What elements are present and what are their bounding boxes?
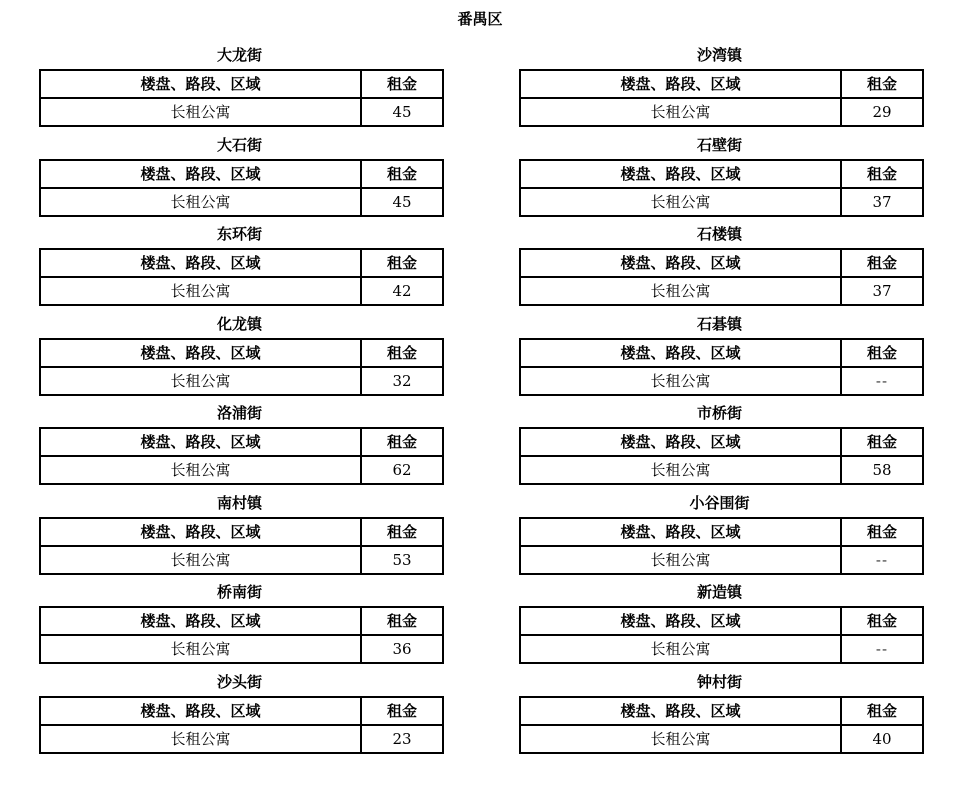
table-row <box>520 456 923 484</box>
header-location: 楼盘、路段、区域 <box>40 428 361 456</box>
table-header-row <box>40 607 443 635</box>
cell-location: 长租公寓 <box>40 635 361 663</box>
rent-table <box>519 606 924 664</box>
table-header-row <box>520 697 923 725</box>
header-rent: 租金 <box>361 339 443 367</box>
header-location: 楼盘、路段、区域 <box>40 697 361 725</box>
header-location: 楼盘、路段、区域 <box>40 70 361 98</box>
rent-table <box>519 248 924 306</box>
block-title: 东环街 <box>216 225 262 243</box>
cell-rent: 40 <box>841 725 923 753</box>
table-header-row <box>40 160 443 188</box>
rent-table <box>39 338 444 396</box>
table-header-row <box>40 339 443 367</box>
left-column <box>39 41 440 757</box>
header-rent: 租金 <box>361 160 443 188</box>
table-row <box>520 188 923 216</box>
header-rent: 租金 <box>841 249 923 277</box>
block-title: 桥南街 <box>216 583 262 601</box>
cell-location: 长租公寓 <box>40 98 361 126</box>
cell-location: 长租公寓 <box>520 277 841 305</box>
cell-rent: 53 <box>361 546 443 574</box>
cell-rent: -- <box>841 367 923 395</box>
block-title: 石楼镇 <box>696 225 742 243</box>
table-header-row <box>40 697 443 725</box>
header-location: 楼盘、路段、区域 <box>520 697 841 725</box>
district-block <box>39 668 440 758</box>
header-location: 楼盘、路段、区域 <box>40 249 361 277</box>
block-title: 大石街 <box>216 135 262 154</box>
cell-rent: 62 <box>361 456 443 484</box>
table-row <box>520 277 923 305</box>
cell-rent: -- <box>841 635 923 663</box>
district-block <box>519 131 920 221</box>
rent-table <box>39 248 444 306</box>
district-block <box>519 578 920 668</box>
header-rent: 租金 <box>841 697 923 725</box>
table-header-row <box>40 428 443 456</box>
header-location: 楼盘、路段、区域 <box>520 428 841 456</box>
rent-table <box>39 696 444 754</box>
district-block <box>39 310 440 400</box>
rent-table <box>39 606 444 664</box>
cell-location: 长租公寓 <box>40 277 361 305</box>
cell-rent: 29 <box>841 98 923 126</box>
cell-rent: 45 <box>361 188 443 216</box>
header-rent: 租金 <box>361 249 443 277</box>
district-block <box>519 668 920 758</box>
header-rent: 租金 <box>361 70 443 98</box>
table-row <box>40 725 443 753</box>
block-title: 沙湾镇 <box>696 46 742 64</box>
cell-location: 长租公寓 <box>520 367 841 395</box>
table-header-row <box>520 339 923 367</box>
table-row <box>520 725 923 753</box>
block-title: 新造镇 <box>696 583 742 601</box>
cell-location: 长租公寓 <box>40 188 361 216</box>
district-block <box>519 310 920 400</box>
header-location: 楼盘、路段、区域 <box>520 70 841 98</box>
cell-rent: 37 <box>841 188 923 216</box>
table-row <box>40 367 443 395</box>
cell-location: 长租公寓 <box>520 456 841 484</box>
cell-location: 长租公寓 <box>40 367 361 395</box>
district-block <box>39 220 440 310</box>
page-title: 番禺区 <box>457 10 503 28</box>
header-rent: 租金 <box>841 428 923 456</box>
table-row <box>40 188 443 216</box>
table-row <box>40 456 443 484</box>
header-rent: 租金 <box>841 518 923 546</box>
block-title: 南村镇 <box>216 493 262 512</box>
cell-location: 长租公寓 <box>520 188 841 216</box>
rent-table <box>519 159 924 217</box>
header-rent: 租金 <box>841 160 923 188</box>
table-header-row <box>40 249 443 277</box>
cell-location: 长租公寓 <box>40 456 361 484</box>
rent-table <box>519 69 924 127</box>
rent-table <box>39 69 444 127</box>
table-row <box>520 635 923 663</box>
rent-table <box>519 517 924 575</box>
district-block <box>519 41 920 131</box>
table-row <box>520 367 923 395</box>
header-rent: 租金 <box>841 70 923 98</box>
district-block <box>39 41 440 131</box>
cell-rent: 42 <box>361 277 443 305</box>
table-header-row <box>40 70 443 98</box>
rent-table <box>519 427 924 485</box>
district-block <box>519 399 920 489</box>
table-row <box>40 546 443 574</box>
cell-location: 长租公寓 <box>40 546 361 574</box>
cell-rent: 37 <box>841 277 923 305</box>
district-block <box>519 220 920 310</box>
table-header-row <box>520 249 923 277</box>
table-header-row <box>520 607 923 635</box>
header-location: 楼盘、路段、区域 <box>520 339 841 367</box>
cell-rent: 36 <box>361 635 443 663</box>
table-row <box>520 546 923 574</box>
cell-rent: 32 <box>361 367 443 395</box>
table-header-row <box>40 518 443 546</box>
block-title: 沙头街 <box>216 672 262 691</box>
header-location: 楼盘、路段、区域 <box>520 249 841 277</box>
rent-table <box>39 427 444 485</box>
block-title: 化龙镇 <box>216 314 262 333</box>
table-row <box>40 98 443 126</box>
header-rent: 租金 <box>361 697 443 725</box>
block-title: 市桥街 <box>696 404 742 422</box>
header-location: 楼盘、路段、区域 <box>40 339 361 367</box>
header-rent: 租金 <box>841 339 923 367</box>
header-rent: 租金 <box>841 607 923 635</box>
table-row <box>40 277 443 305</box>
district-block <box>39 131 440 221</box>
table-row <box>40 635 443 663</box>
table-row <box>520 98 923 126</box>
cell-rent: 23 <box>361 725 443 753</box>
cell-rent: -- <box>841 546 923 574</box>
cell-location: 长租公寓 <box>520 546 841 574</box>
district-block <box>39 578 440 668</box>
cell-location: 长租公寓 <box>520 98 841 126</box>
block-title: 石壁街 <box>696 135 742 154</box>
header-location: 楼盘、路段、区域 <box>520 518 841 546</box>
district-block <box>39 489 440 579</box>
block-title: 钟村街 <box>696 672 742 691</box>
header-rent: 租金 <box>361 428 443 456</box>
cell-location: 长租公寓 <box>520 635 841 663</box>
rent-table <box>519 696 924 754</box>
right-column <box>519 41 920 757</box>
table-header-row <box>520 70 923 98</box>
district-block <box>519 489 920 579</box>
district-block <box>39 399 440 489</box>
rent-table <box>519 338 924 396</box>
table-header-row <box>520 428 923 456</box>
header-rent: 租金 <box>361 607 443 635</box>
header-location: 楼盘、路段、区域 <box>40 160 361 188</box>
table-header-row <box>520 160 923 188</box>
header-location: 楼盘、路段、区域 <box>520 160 841 188</box>
block-title: 石碁镇 <box>696 314 742 333</box>
rent-table <box>39 159 444 217</box>
header-location: 楼盘、路段、区域 <box>40 518 361 546</box>
rent-table <box>39 517 444 575</box>
header-location: 楼盘、路段、区域 <box>520 607 841 635</box>
cell-rent: 45 <box>361 98 443 126</box>
block-title: 小谷围街 <box>689 493 750 512</box>
header-location: 楼盘、路段、区域 <box>40 607 361 635</box>
table-header-row <box>520 518 923 546</box>
header-rent: 租金 <box>361 518 443 546</box>
block-title: 大龙街 <box>216 46 262 64</box>
cell-location: 长租公寓 <box>520 725 841 753</box>
cell-location: 长租公寓 <box>40 725 361 753</box>
cell-rent: 58 <box>841 456 923 484</box>
block-title: 洛浦街 <box>216 404 262 422</box>
